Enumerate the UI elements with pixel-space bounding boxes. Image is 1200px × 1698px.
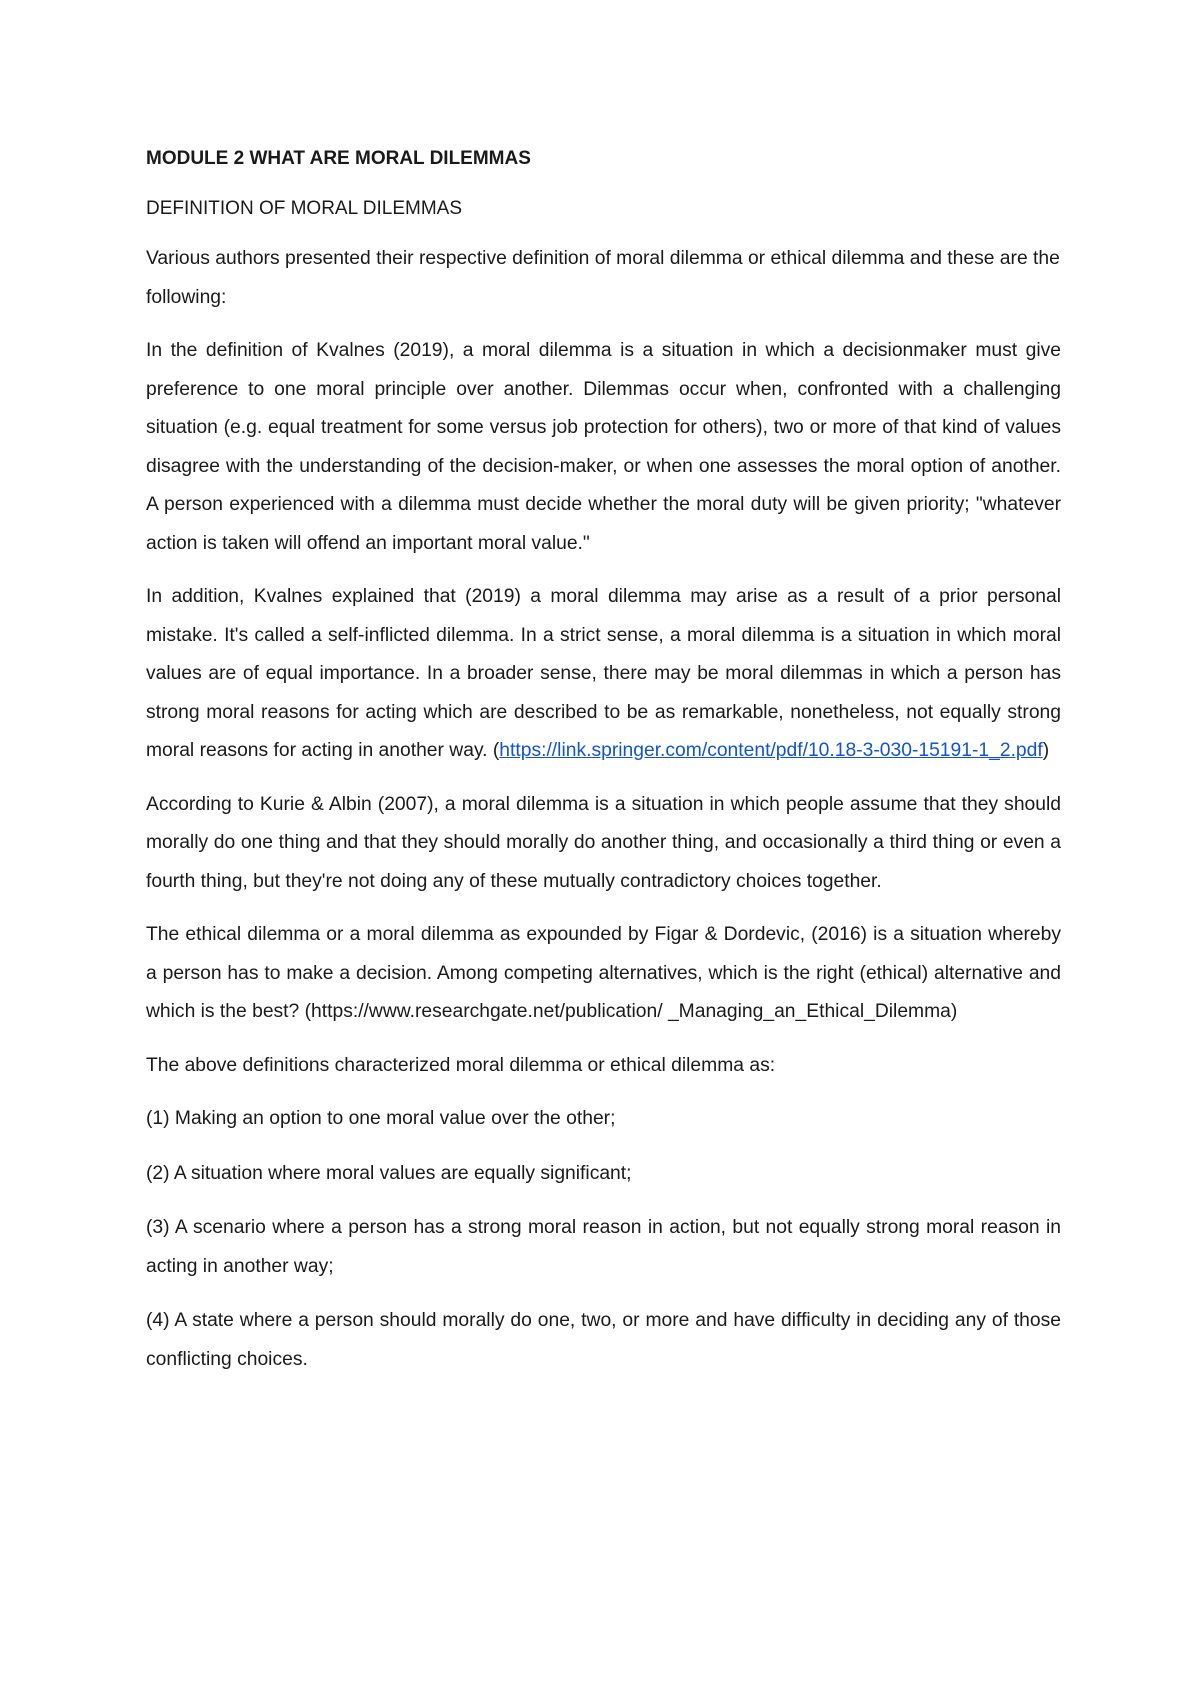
list-item: (3) A scenario where a person has a strong moral reason in action, but not equally strong moral reason in acting in another way; xyxy=(146,1217,1061,1277)
intro-paragraph: Various authors presented their respective definition of moral dilemma or ethical dilemma and these are the following: xyxy=(146,248,1060,308)
springer-link[interactable]: https://link.springer.com/content/pdf/10.18-3-030-15191-1_2.pdf xyxy=(499,740,1043,761)
section-subtitle: DEFINITION OF MORAL DILEMMAS xyxy=(146,198,462,219)
list-item: (1) Making an option to one moral value over the other; xyxy=(146,1108,616,1129)
list-item: (4) A state where a person should morally do one, two, or more and have difficulty in deciding any of those conflicting choices. xyxy=(146,1310,1061,1370)
kvalnes-definition-paragraph: In the definition of Kvalnes (2019), a moral dilemma is a situation in which a decisionmaker must give preference to one moral principle over another. Dilemmas occur when, confronted with a challenging situation (e.g. equal treatment for some versus job protection for others), two or more of that kind of values disagree with the understanding of the decision-maker, or when one assesses the moral option of another. A person experienced with a dilemma must decide whether the moral duty will be given priority; "whatever action is taken will offend an important moral value." xyxy=(146,340,1061,554)
summary-intro: The above definitions characterized moral dilemma or ethical dilemma as: xyxy=(146,1054,776,1076)
kvalnes-addition-text: In addition, Kvalnes explained that (2019) a moral dilemma may arise as a result of a prior personal mistake. It's called a self-inflicted dilemma. In a strict sense, a moral dilemma is a situation in which moral values are of equal importance. In a broader sense, there may be moral dilemmas in which a person has strong moral reasons for acting which are described to be as remarkable, nonetheless, not equally strong moral reasons for acting in another way. ( xyxy=(146,586,1061,761)
kvalnes-addition-paragraph xyxy=(146,578,1061,771)
page-title: MODULE 2 WHAT ARE MORAL DILEMMAS xyxy=(146,148,531,169)
list-item: (2) A situation where moral values are equally significant; xyxy=(146,1162,632,1184)
kvalnes-addition-close: ) xyxy=(1042,740,1050,761)
document-page xyxy=(146,140,1061,1395)
kurie-albin-paragraph: According to Kurie & Albin (2007), a moral dilemma is a situation in which people assume that they should morally do one thing and that they should morally do another thing, and occasionally a third thing or even a fourth thing, but they're not doing any of these mutually contradictory choices together. xyxy=(146,793,1061,892)
figar-dordevic-paragraph: The ethical dilemma or a moral dilemma as expounded by Figar & Dordevic, (2016) is a situation whereby a person has to make a decision. Among competing alternatives, which is the right (ethical) alternative and which is the best? (https://www.researchgate.net/publication/ _Managing_an_Ethical_Dilemma) xyxy=(146,924,1061,1022)
